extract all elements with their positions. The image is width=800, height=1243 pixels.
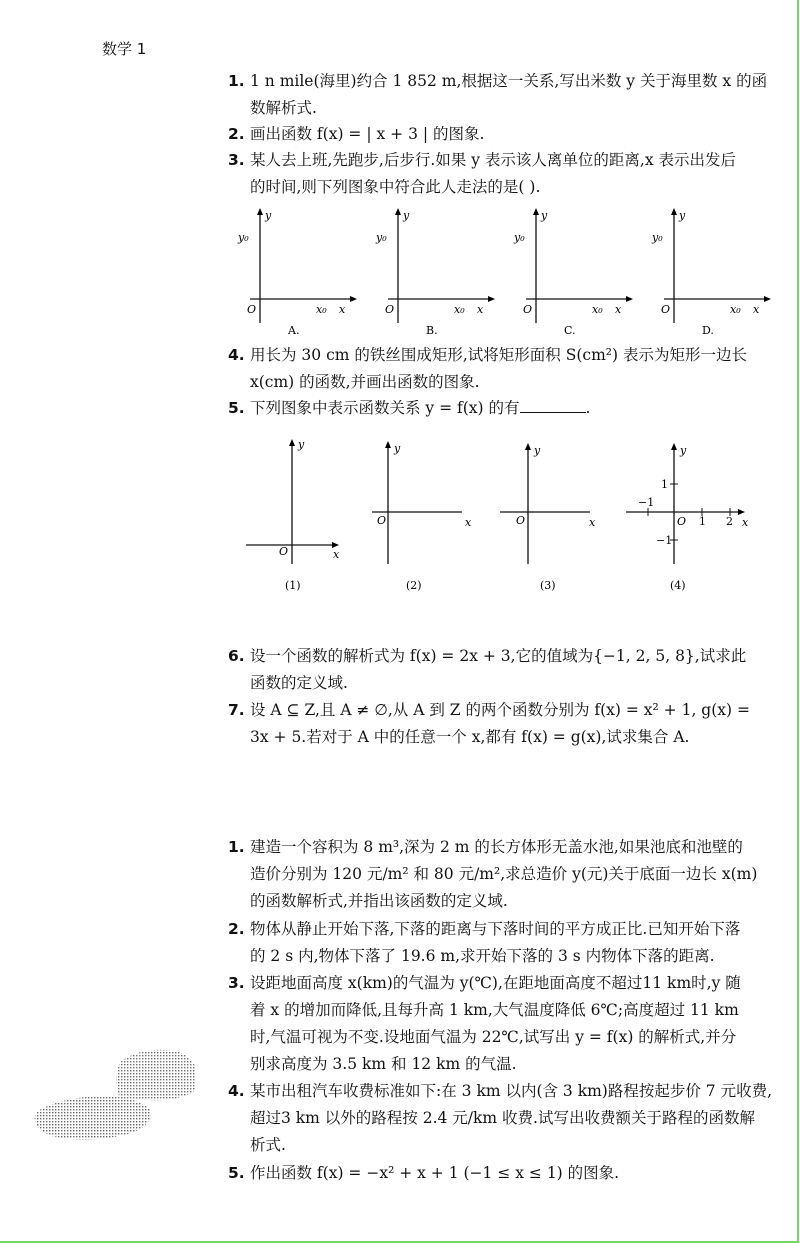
y-arrow (533, 208, 539, 215)
graph-caption: (3) (540, 579, 556, 592)
problem-text: 设距地面高度 x(km)的气温为 y(℃),在距地面高度不超过11 km时,y 随 (250, 974, 741, 992)
problem-text: 某市出租汽车收费标准如下:在 3 km 以内(含 3 km)路程按起步价 7 元收费, (250, 1082, 772, 1100)
problem-3 (228, 970, 776, 1078)
problem-text-cont: 析式. (250, 1136, 286, 1154)
problem-text-cont: 的 2 s 内,物体下落了 19.6 m,求开始下落的 3 s 内物体下落的距离. (250, 947, 715, 965)
graph-2 (372, 441, 472, 592)
exercise-3 (228, 147, 776, 201)
y0-label: y₀ (652, 231, 663, 244)
exercise-3-figures (228, 205, 776, 340)
exercise-text: 画出函数 f(x) = | x + 3 | 的图象. (250, 125, 485, 143)
origin-label: O (247, 303, 257, 316)
x-label: x (742, 516, 749, 529)
x0-label: x₀ (316, 303, 327, 316)
exercise-number: 2. (228, 125, 245, 143)
problem-number: 5. (228, 1164, 245, 1182)
tick-label-1: 1 (661, 478, 668, 491)
problem-1 (228, 834, 776, 915)
exercise-number: 1. (228, 72, 245, 90)
origin-label: O (677, 515, 687, 528)
y-label: y (679, 209, 686, 222)
option-label: D. (702, 324, 714, 337)
problem-number: 1. (228, 838, 245, 856)
y-arrow (525, 443, 531, 450)
problem-text-cont: 超过3 km 以外的路程按 2.4 元/km 收费.试写出收费额关于路程的函数解 (250, 1109, 755, 1127)
graph-option-d (651, 208, 771, 337)
tick-label-x2: 2 (726, 515, 733, 528)
y-arrow (395, 208, 401, 215)
exercise-text-cont: 3x + 5.若对于 A 中的任意一个 x,都有 f(x) = g(x),试求集合 A. (250, 728, 690, 746)
y-label: y (298, 438, 305, 451)
answer-blank (520, 398, 586, 413)
x-arrow (350, 296, 357, 302)
x-label: x (753, 303, 760, 316)
y0-label: y₀ (376, 231, 387, 244)
exercise-6 (228, 643, 776, 697)
taxi-illustration (28, 1040, 208, 1150)
y-arrow (257, 208, 263, 215)
problem-5 (228, 1160, 776, 1187)
exercise-text: 设 A ⊆ Z,且 A ≠ ∅,从 A 到 Z 的两个函数分别为 f(x) = x² + 1, g(x) = (250, 701, 750, 719)
x-arrow (764, 296, 771, 302)
exercise-text-cont: x(cm) 的函数,并画出函数的图象. (250, 373, 480, 391)
exercise-2 (228, 121, 776, 148)
x0-label: x₀ (454, 303, 465, 316)
exercise-5: 5. 下列图象中表示函数关系 y = f(x) 的有 . (228, 395, 776, 422)
graph-option-b (375, 208, 495, 337)
y-label: y (403, 209, 410, 222)
problem-text-cont: 着 x 的增加而降低,且每升高 1 km,大气温度降低 6℃;高度超过 11 km (250, 1001, 739, 1019)
origin-label: O (516, 514, 526, 527)
problem-number: 2. (228, 920, 245, 938)
problem-text: 建造一个容积为 8 m³,深为 2 m 的长方体形无盖水池,如果池底和池壁的 (250, 838, 743, 856)
x0-label: x₀ (730, 303, 741, 316)
exercise-text-cont: 数解析式. (250, 99, 317, 117)
tick-label-neg1: −1 (638, 496, 655, 509)
exercise-5-figures (228, 432, 776, 597)
exercise-7 (228, 697, 776, 751)
problem-text-cont: 时,气温可视为不变.设地面气温为 22℃,试写出 y = f(x) 的解析式,并分 (250, 1028, 737, 1046)
exercise-number: 3. (228, 151, 245, 169)
tick-label-x1: 1 (699, 515, 706, 528)
exercise-text: 某人去上班,先跑步,后步行.如果 y 表示该人离单位的距离,x 表示出发后 (250, 151, 736, 169)
y0-label: y₀ (238, 231, 249, 244)
option-label: C. (564, 324, 576, 337)
x-arrow (738, 509, 745, 515)
exercise-number: 6. (228, 647, 245, 665)
x0-label: x₀ (592, 303, 603, 316)
x-label: x (589, 516, 596, 529)
origin-label: O (385, 303, 395, 316)
x-arrow (626, 296, 633, 302)
graph-4 (626, 443, 749, 592)
x-label: x (465, 516, 472, 529)
x-label: x (333, 548, 340, 561)
problem-2 (228, 916, 776, 970)
problem-number: 3. (228, 974, 245, 992)
graph-3 (500, 443, 596, 592)
origin-label: O (377, 514, 387, 527)
exercise-text: 用长为 30 cm 的铁丝围成矩形,试将矩形面积 S(cm²) 表示为矩形一边长 (250, 346, 747, 364)
graph-caption: (2) (406, 579, 422, 592)
x-label: x (615, 303, 622, 316)
exercise-text-cont: 的时间,则下列图象中符合此人走法的是( ). (250, 178, 541, 196)
y0-label: y₀ (514, 231, 525, 244)
problem-text: 作出函数 f(x) = −x² + x + 1 (−1 ≤ x ≤ 1) 的图象. (250, 1164, 620, 1182)
y-label: y (394, 442, 401, 455)
graph-1 (246, 438, 340, 592)
y-arrow (289, 439, 295, 446)
problem-text-cont: 造价分别为 120 元/m² 和 80 元/m²,求总造价 y(元)关于底面一边长 x(m) (250, 865, 758, 883)
y-arrow (385, 441, 391, 448)
exercise-text: 设一个函数的解析式为 f(x) = 2x + 3,它的值域为{−1, 2, 5, 8},试求此 (250, 647, 747, 665)
graph-option-a (237, 208, 357, 337)
exercise-number: 5. (228, 399, 245, 417)
problem-text-cont: 的函数解析式,并指出该函数的定义域. (250, 892, 508, 910)
problem-number: 4. (228, 1082, 245, 1100)
origin-label: O (661, 303, 671, 316)
x-label: x (477, 303, 484, 316)
graph-caption: (1) (285, 579, 301, 592)
x-arrow (488, 296, 495, 302)
problem-text-cont: 别求高度为 3.5 km 和 12 km 的气温. (250, 1055, 517, 1073)
x-label: x (339, 303, 346, 316)
graph-caption: (4) (670, 579, 686, 592)
exercise-number: 7. (228, 701, 245, 719)
y-arrow (671, 443, 677, 450)
y-label: y (680, 444, 687, 457)
exercise-number: 4. (228, 346, 245, 364)
y-arrow (671, 208, 677, 215)
exercise-text: 下列图象中表示函数关系 y = f(x) 的有 (250, 399, 520, 417)
option-label: A. (288, 324, 300, 337)
graph-option-c (513, 208, 633, 337)
tick-label-neg1-y: −1 (656, 534, 673, 547)
y-label: y (534, 444, 541, 457)
problem-text: 物体从静止开始下落,下落的距离与下落时间的平方成正比.已知开始下落 (250, 920, 741, 938)
origin-label: O (523, 303, 533, 316)
page-header: 数学 1 (102, 40, 147, 58)
origin-label: O (279, 545, 289, 558)
exercise-text-cont: 函数的定义域. (250, 674, 348, 692)
exercise-text: 1 n mile(海里)约合 1 852 m,根据这一关系,写出米数 y 关于海里数 x 的函 (250, 72, 768, 90)
exercise-4 (228, 342, 776, 396)
y-label: y (541, 209, 548, 222)
y-label: y (265, 209, 272, 222)
option-label: B. (426, 324, 438, 337)
exercise-1 (228, 68, 776, 122)
problem-4 (228, 1078, 776, 1159)
